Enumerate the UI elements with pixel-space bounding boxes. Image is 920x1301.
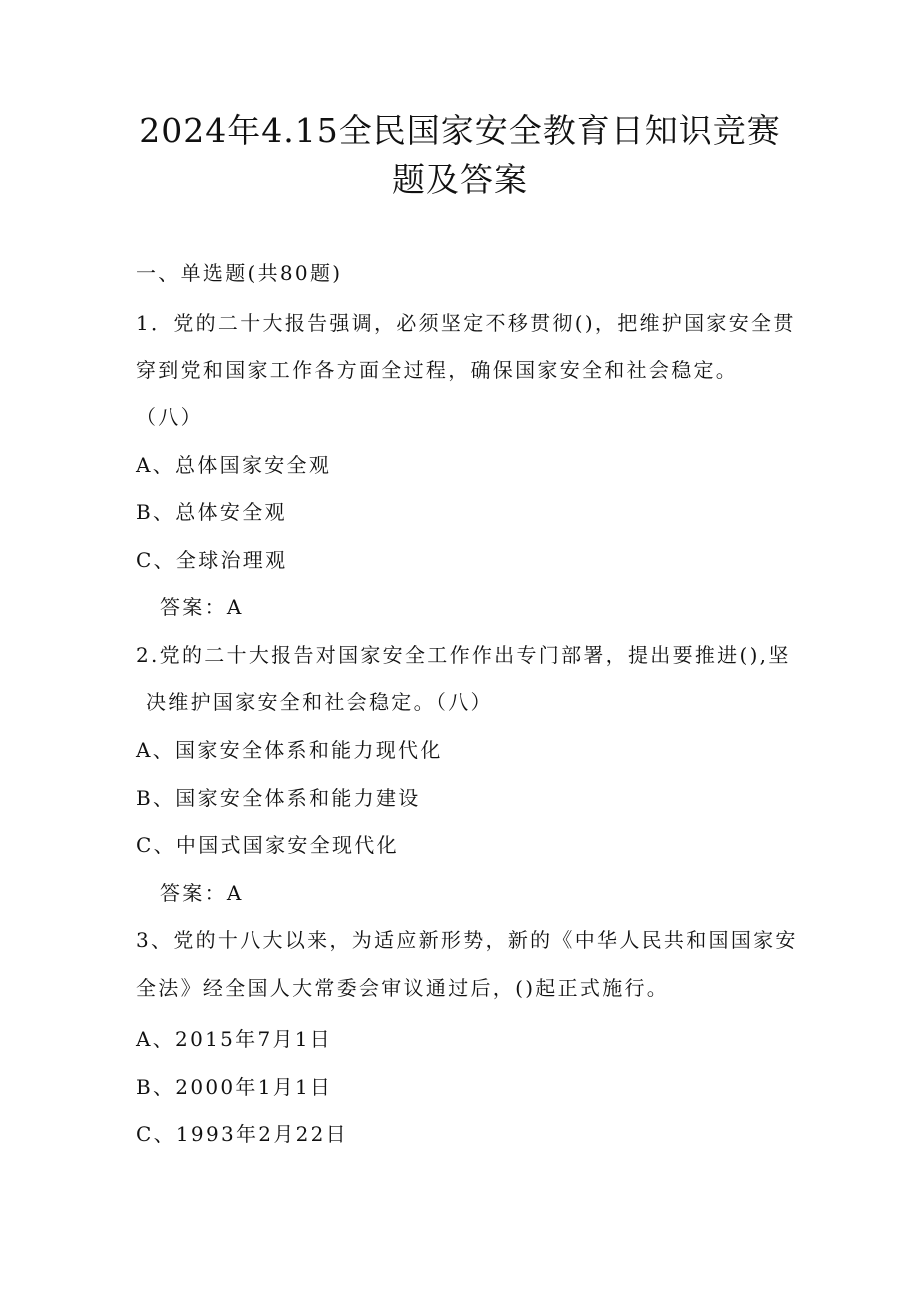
document-title-line-2: 题及答案 — [392, 160, 528, 199]
question-2-stem-line-1: 2.党的二十大报告对国家安全工作作出专门部署，提出要推进(),坚 — [136, 643, 791, 667]
question-3-option-c: C、1993年2月22日 — [136, 1122, 348, 1146]
question-3-stem-line-2: 全法》经全国人大常委会审议通过后，()起正式施行。 — [136, 976, 670, 1000]
question-1-option-b: B、总体安全观 — [136, 500, 287, 524]
question-1-stem-line-3: （八） — [136, 405, 203, 429]
document-title-line-1: 2024年4.15全民国家安全教育日知识竞赛 — [139, 111, 781, 150]
question-2-answer: 答案：A — [160, 881, 244, 905]
question-1-option-c: C、全球治理观 — [136, 548, 288, 572]
question-1-stem-line-1: 1．党的二十大报告强调，必须坚定不移贯彻()，把维护国家安全贯 — [136, 311, 796, 335]
question-3-option-b: B、2000年1月1日 — [136, 1075, 333, 1099]
question-1-answer: 答案：A — [160, 595, 244, 619]
question-2-option-b: B、国家安全体系和能力建设 — [136, 786, 421, 810]
section-heading: 一、单选题(共80题) — [136, 261, 343, 285]
question-2-option-c: C、中国式国家安全现代化 — [136, 833, 399, 857]
question-2-option-a: A、国家安全体系和能力现代化 — [136, 738, 443, 762]
question-2-stem-line-2: 决维护国家安全和社会稳定。（八） — [146, 690, 493, 714]
question-3-option-a: A、2015年7月1日 — [136, 1027, 333, 1051]
question-1-stem-line-2: 穿到党和国家工作各方面全过程，确保国家安全和社会稳定。 — [136, 358, 739, 382]
question-1-option-a: A、总体国家安全观 — [136, 453, 332, 477]
question-3-stem-line-1: 3、党的十八大以来，为适应新形势，新的《中华人民共和国国家安 — [136, 928, 798, 952]
